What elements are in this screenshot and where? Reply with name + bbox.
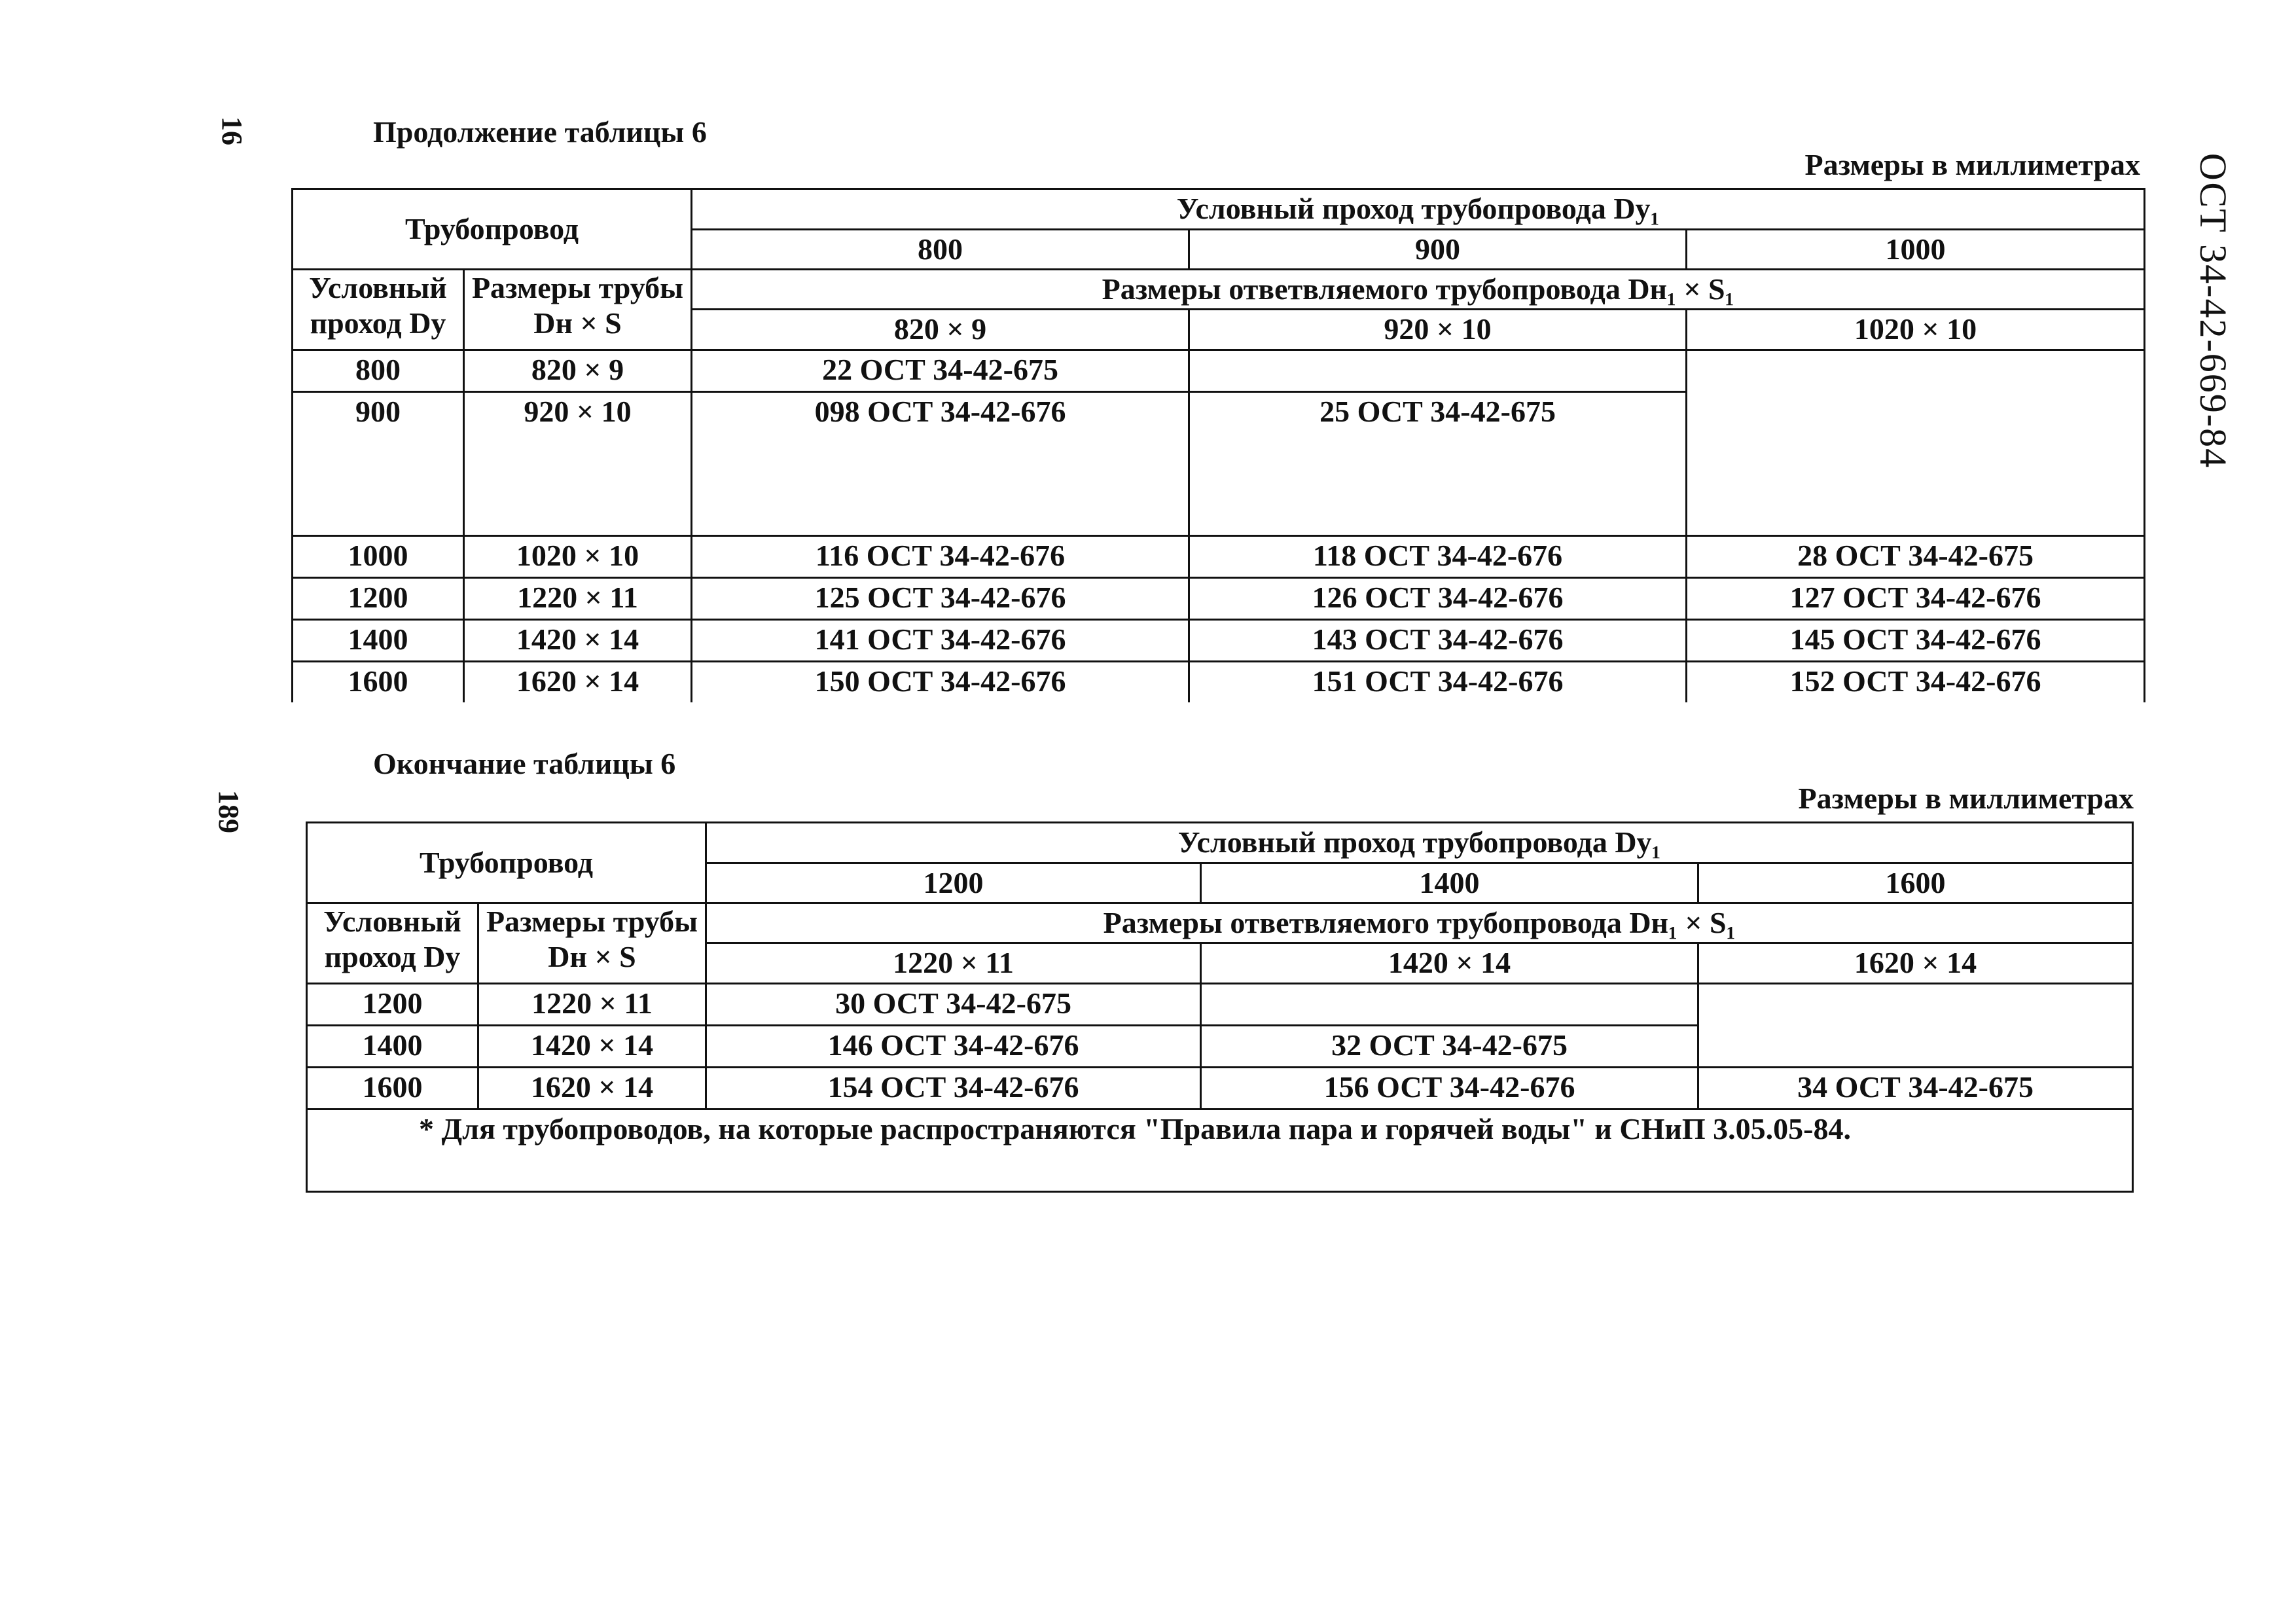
cell-ref [1201, 984, 1698, 1026]
cell-ref: 126 ОСТ 34-42-676 [1189, 578, 1687, 620]
cell-size: 820 × 9 [464, 350, 692, 392]
table-row [307, 1068, 2133, 1110]
standard-code: ОСТ 34-42-669-84 [2192, 153, 2234, 469]
cell-empty [1698, 984, 2133, 1068]
header-nominal-pass: Условный проход трубопровода Dy₁ [706, 823, 2133, 863]
cell-dy: 1200 [307, 984, 478, 1026]
header-pass-value: 1400 [1201, 863, 1698, 903]
cell-dy: 1600 [293, 662, 464, 702]
cell-dy: 1000 [293, 536, 464, 578]
cell-ref: 141 ОСТ 34-42-676 [692, 620, 1189, 662]
pipe-table-continuation [291, 188, 2145, 702]
header-branch-title: Размеры ответвляемого трубопровода Dн₁ × S₁ [706, 903, 2133, 943]
cell-ref: 34 ОСТ 34-42-675 [1698, 1068, 2133, 1110]
header-col-dy: Условный проход Dy [307, 903, 478, 984]
header-pass-value: 900 [1189, 230, 1687, 270]
header-branch-size: 1420 × 14 [1201, 943, 1698, 984]
cell-ref: 28 ОСТ 34-42-675 [1687, 536, 2145, 578]
header-pass-value: 1600 [1698, 863, 2133, 903]
table-caption: Продолжение таблицы 6 [373, 115, 707, 149]
cell-ref: 146 ОСТ 34-42-676 [706, 1026, 1201, 1068]
pipe-table-end [306, 821, 2134, 1193]
table-row [293, 662, 2145, 702]
cell-empty [1687, 350, 2145, 536]
cell-ref: 151 ОСТ 34-42-676 [1189, 662, 1687, 702]
header-col-dy: Условный проход Dy [293, 270, 464, 350]
header-branch-size: 1220 × 11 [706, 943, 1201, 984]
cell-ref: 098 ОСТ 34-42-676 [692, 392, 1189, 536]
cell-ref: 25 ОСТ 34-42-675 [1189, 392, 1687, 536]
cell-size: 920 × 10 [464, 392, 692, 536]
cell-size: 1420 × 14 [478, 1026, 706, 1068]
cell-size: 1020 × 10 [464, 536, 692, 578]
header-pass-value: 1000 [1687, 230, 2145, 270]
cell-ref: 116 ОСТ 34-42-676 [692, 536, 1189, 578]
units-label: Размеры в миллиметрах [1798, 782, 2134, 815]
cell-size: 1220 × 11 [478, 984, 706, 1026]
cell-ref: 32 ОСТ 34-42-675 [1201, 1026, 1698, 1068]
header-branch-size: 1020 × 10 [1687, 310, 2145, 350]
cell-dy: 800 [293, 350, 464, 392]
header-branch-size: 1620 × 14 [1698, 943, 2133, 984]
cell-size: 1220 × 11 [464, 578, 692, 620]
footnote: * Для трубопроводов, на которые распространяются "Правила пара и горячей воды" и СНиП 3.05.05-84. [307, 1110, 2133, 1192]
cell-size: 1420 × 14 [464, 620, 692, 662]
header-pipeline: Трубопровод [307, 823, 706, 903]
table-row [293, 620, 2145, 662]
header-branch-size: 820 × 9 [692, 310, 1189, 350]
table-row [293, 350, 2145, 392]
cell-ref [1189, 350, 1687, 392]
header-nominal-pass: Условный проход трубопровода Dy₁ [692, 189, 2145, 230]
header-branch-size: 920 × 10 [1189, 310, 1687, 350]
cell-ref: 127 ОСТ 34-42-676 [1687, 578, 2145, 620]
cell-ref: 156 ОСТ 34-42-676 [1201, 1068, 1698, 1110]
cell-ref: 125 ОСТ 34-42-676 [692, 578, 1189, 620]
cell-ref: 152 ОСТ 34-42-676 [1687, 662, 2145, 702]
page-number-top: 16 [216, 117, 248, 145]
table-caption: Окончание таблицы 6 [373, 747, 676, 780]
cell-dy: 1200 [293, 578, 464, 620]
cell-ref: 145 ОСТ 34-42-676 [1687, 620, 2145, 662]
cell-size: 1620 × 14 [464, 662, 692, 702]
cell-ref: 150 ОСТ 34-42-676 [692, 662, 1189, 702]
cell-dy: 900 [293, 392, 464, 536]
table-row [293, 578, 2145, 620]
cell-ref: 154 ОСТ 34-42-676 [706, 1068, 1201, 1110]
cell-dy: 1400 [307, 1026, 478, 1068]
table-row [293, 536, 2145, 578]
units-label: Размеры в миллиметрах [1804, 148, 2140, 181]
header-pass-value: 800 [692, 230, 1189, 270]
cell-size: 1620 × 14 [478, 1068, 706, 1110]
cell-ref: 30 ОСТ 34-42-675 [706, 984, 1201, 1026]
cell-ref: 22 ОСТ 34-42-675 [692, 350, 1189, 392]
header-col-size: Размеры трубы Dн × S [464, 270, 692, 350]
cell-ref: 143 ОСТ 34-42-676 [1189, 620, 1687, 662]
cell-ref: 118 ОСТ 34-42-676 [1189, 536, 1687, 578]
cell-dy: 1400 [293, 620, 464, 662]
table-row [307, 984, 2133, 1026]
header-branch-title: Размеры ответвляемого трубопровода Dн₁ × S₁ [692, 270, 2145, 310]
cell-dy: 1600 [307, 1068, 478, 1110]
header-pass-value: 1200 [706, 863, 1201, 903]
page-number-bottom: 189 [213, 790, 245, 833]
header-col-size: Размеры трубы Dн × S [478, 903, 706, 984]
header-pipeline: Трубопровод [293, 189, 692, 270]
